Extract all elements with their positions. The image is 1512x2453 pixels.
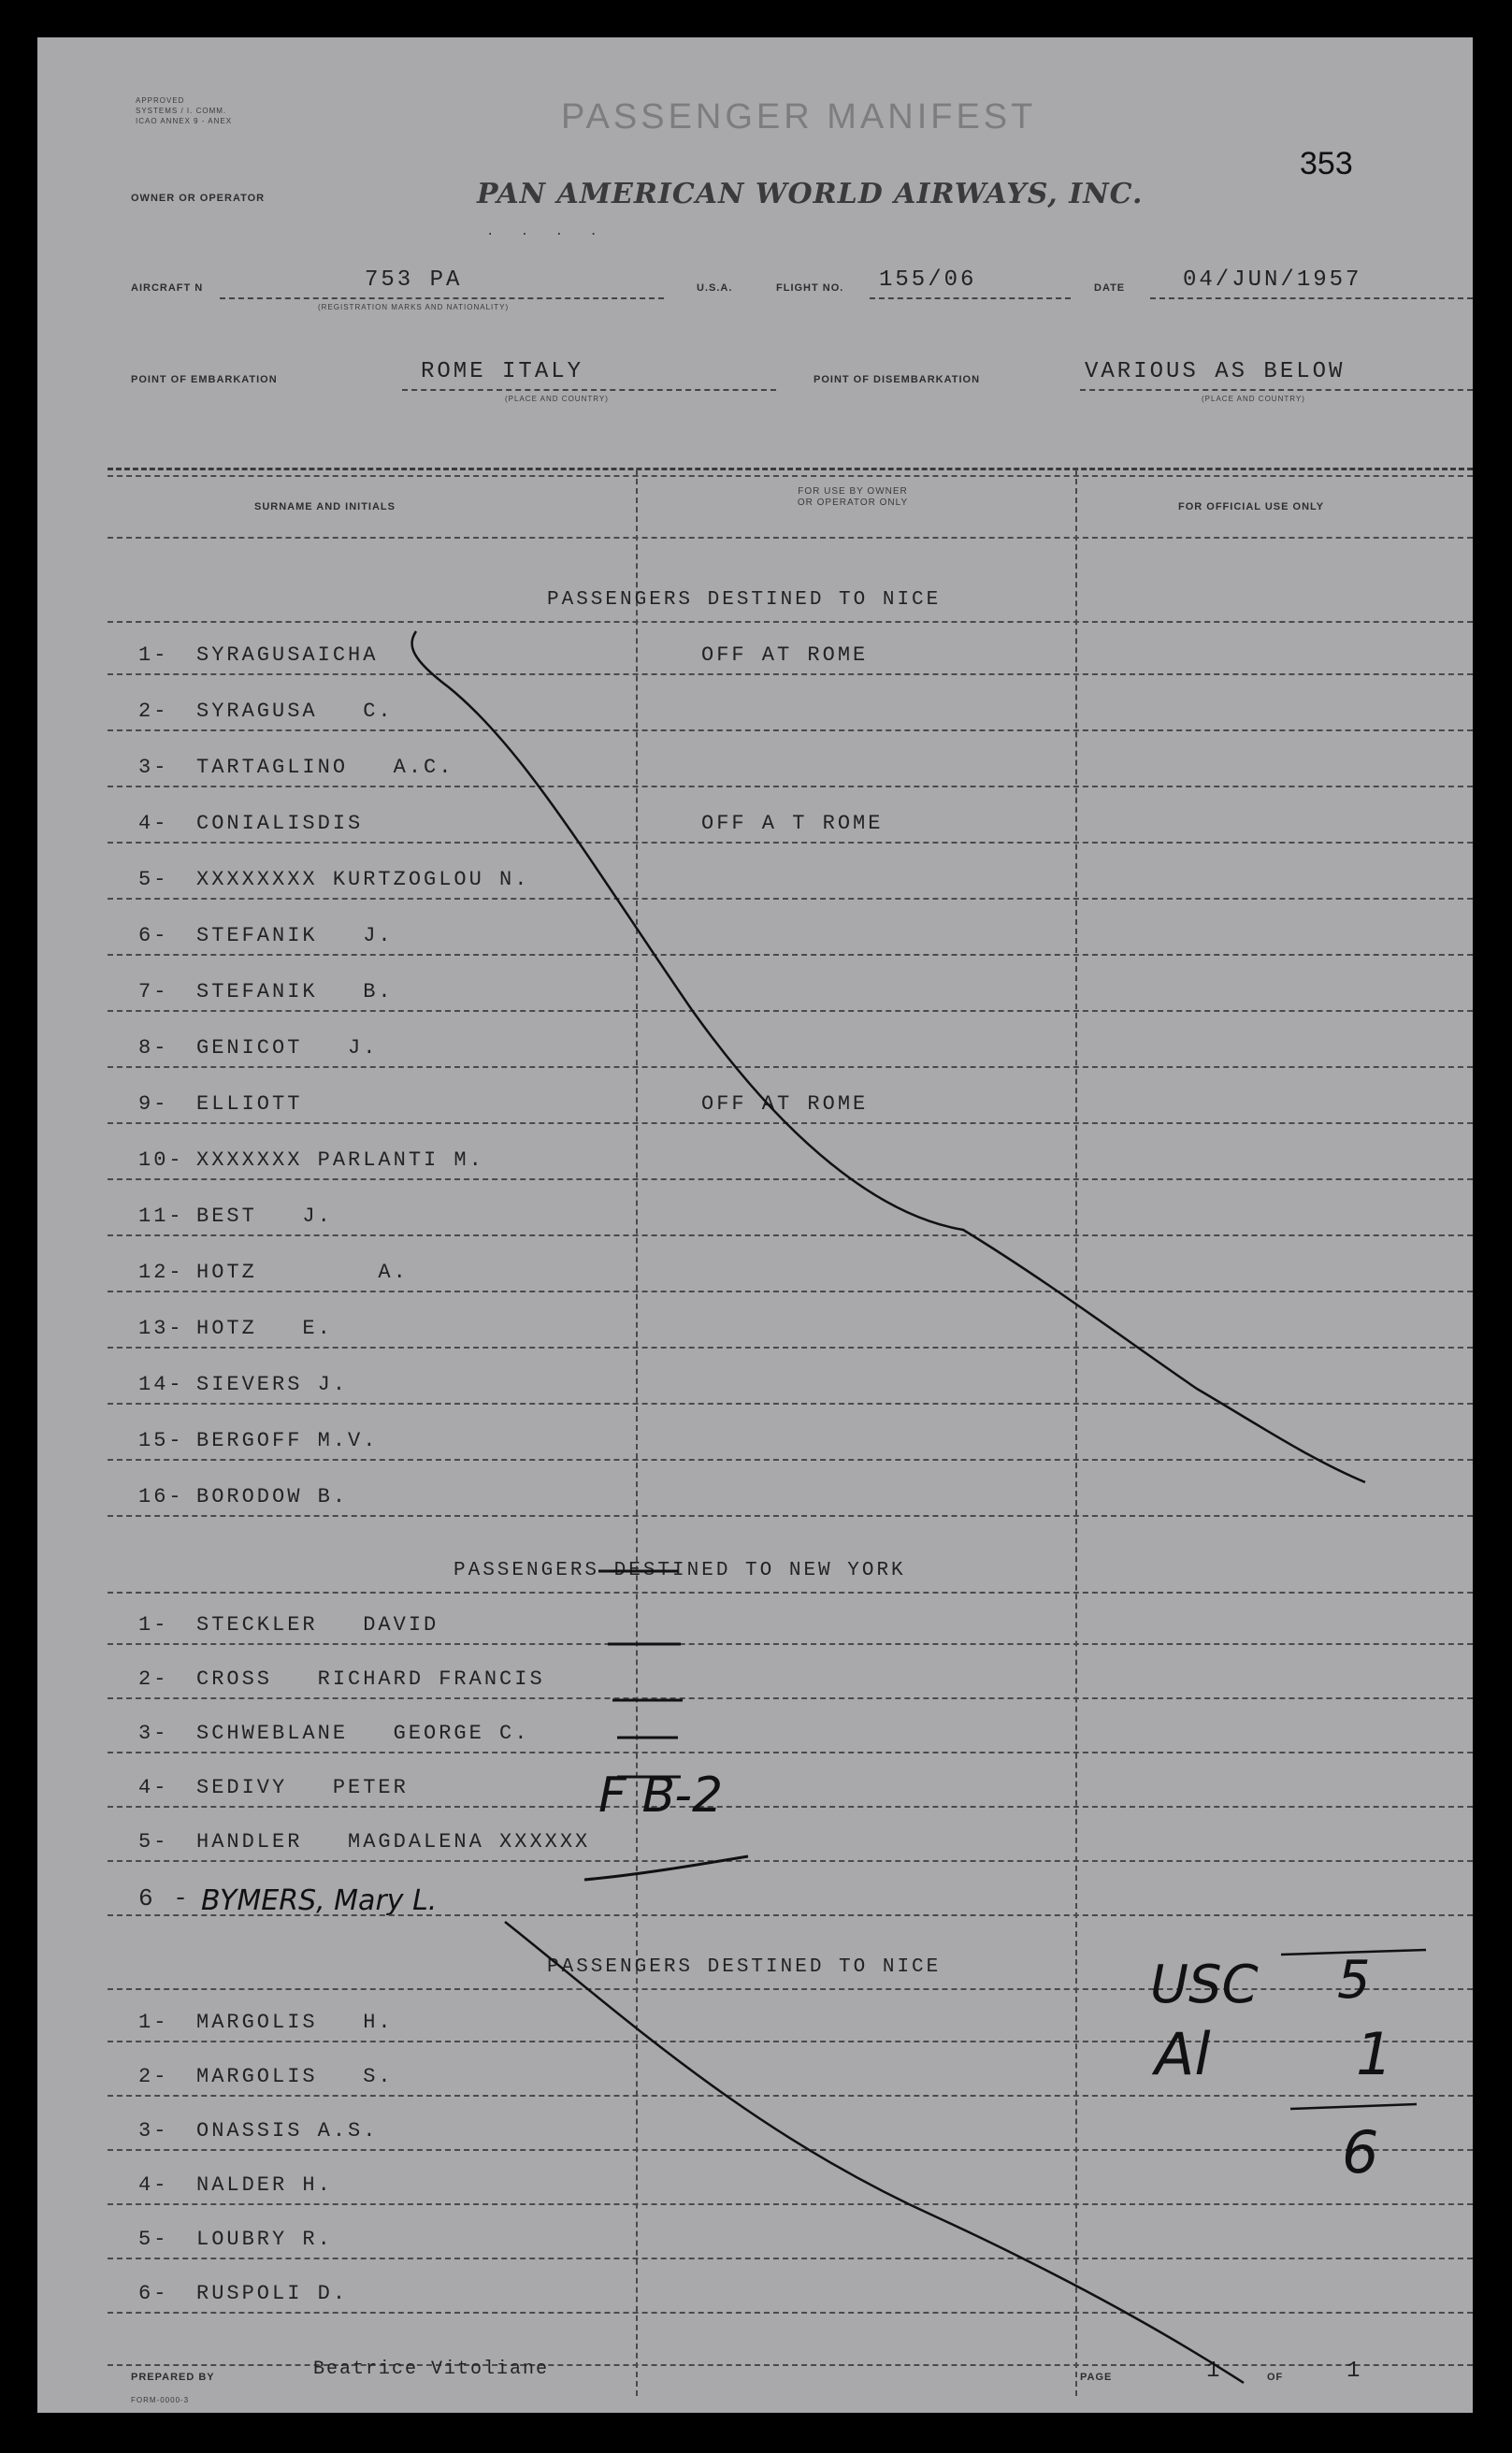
usc-label: USC — [1150, 1955, 1259, 2015]
form-title: PASSENGER MANIFEST — [561, 97, 1037, 137]
owner-label: OWNER OR OPERATOR — [131, 193, 266, 204]
passenger-name: TARTAGLINO A.C. — [196, 756, 454, 779]
passenger-name: RUSPOLI D. — [196, 2282, 349, 2305]
passenger-name: ONASSIS A.S. — [196, 2119, 379, 2143]
flight-label: FLIGHT NO. — [776, 282, 844, 294]
row-number: 12- — [138, 1261, 184, 1284]
row-number: 2- — [138, 1667, 169, 1691]
handwritten-ink — [37, 37, 1473, 2413]
group-heading: PASSENGERS DESTINED TO NEW YORK — [454, 1560, 906, 1581]
date-label: DATE — [1094, 282, 1126, 294]
passenger-name: SCHWEBLANE GEORGE C. — [196, 1722, 530, 1745]
passenger-name: STECKLER DAVID — [196, 1613, 439, 1637]
row-number: 4- — [138, 812, 169, 835]
col-surname-header: SURNAME AND INITIALS — [254, 501, 396, 512]
check-dash — [584, 1856, 748, 1880]
passenger-name: HANDLER MAGDALENA XXXXXX — [196, 1830, 591, 1854]
approval-line: APPROVED — [136, 96, 185, 105]
page-value: 1 — [1206, 2359, 1223, 2384]
form-code: FORM-0000-3 — [131, 2396, 190, 2404]
row-number: 6- — [138, 2282, 169, 2305]
dots-decoration: . . . . — [486, 224, 607, 239]
row-number: 5- — [138, 1830, 169, 1854]
row-number: 5- — [138, 2228, 169, 2251]
col-owner-header-line: FOR USE BY OWNER — [798, 486, 908, 497]
row-number: 15- — [138, 1429, 184, 1452]
prepared-label: PREPARED BY — [131, 2372, 215, 2383]
usc-count: 5 — [1337, 1950, 1371, 2011]
prepared-value: Beatrice Vitoliane — [313, 2359, 550, 2380]
row-number: 7- — [138, 980, 169, 1003]
row-number: 11- — [138, 1205, 184, 1228]
passenger-name: BORODOW B. — [196, 1485, 349, 1508]
passenger-name: SEDIVY PETER — [196, 1776, 409, 1799]
row-number: 3- — [138, 2119, 169, 2143]
page-label: PAGE — [1080, 2372, 1113, 2383]
al-label: Al — [1155, 2020, 1211, 2088]
row-number: 1- — [138, 1613, 169, 1637]
nationality: U.S.A. — [697, 282, 733, 294]
embark-value: ROME ITALY — [421, 359, 584, 384]
passenger-name: BERGOFF M.V. — [196, 1429, 379, 1452]
cancel-stroke — [412, 631, 1365, 1482]
flight-value: 155/06 — [879, 267, 977, 293]
operator-remark: OFF AT ROME — [701, 1092, 869, 1116]
row-number: 16- — [138, 1485, 184, 1508]
passenger-name: STEFANIK B. — [196, 980, 394, 1003]
row-number: 14- — [138, 1373, 184, 1396]
tally-line — [1290, 2104, 1417, 2109]
passenger-name: BYMERS, Mary L. — [201, 1884, 438, 1917]
approval-line: ICAO ANNEX 9 - ANEX — [136, 117, 233, 125]
row-number: 6 - — [138, 1884, 191, 1912]
passenger-name: HOTZ E. — [196, 1317, 333, 1340]
row-number: 2- — [138, 700, 169, 723]
approval-line: SYSTEMS / I. COMM. — [136, 107, 227, 115]
row-number: 9- — [138, 1092, 169, 1116]
passenger-name: XXXXXXXX KURTZOGLOU N. — [196, 868, 530, 891]
page-number: 353 — [1300, 146, 1353, 181]
passenger-name: SIEVERS J. — [196, 1373, 349, 1396]
total-count: 6 — [1342, 2118, 1379, 2186]
al-count: 1 — [1356, 2020, 1393, 2088]
embark-label: POINT OF EMBARKATION — [131, 374, 278, 385]
group-heading: PASSENGERS DESTINED TO NICE — [547, 1956, 942, 1978]
aircraft-sub: (REGISTRATION MARKS AND NATIONALITY) — [318, 303, 510, 311]
manifest-sheet — [37, 37, 1473, 2413]
of-label: OF — [1267, 2372, 1284, 2383]
of-value: 1 — [1346, 2359, 1363, 2384]
group-heading: PASSENGERS DESTINED TO NICE — [547, 589, 942, 611]
passenger-name: BEST J. — [196, 1205, 333, 1228]
passenger-name: STEFANIK J. — [196, 924, 394, 947]
row-number: 3- — [138, 756, 169, 779]
row-number: 6- — [138, 924, 169, 947]
owner-value: PAN AMERICAN WORLD AIRWAYS, INC. — [477, 178, 1144, 210]
row-number: 4- — [138, 1776, 169, 1799]
passenger-name: LOUBRY R. — [196, 2228, 333, 2251]
visa-mark: F B-2 — [598, 1768, 724, 1824]
col-official-header: FOR OFFICIAL USE ONLY — [1178, 501, 1325, 512]
passenger-name: ELLIOTT — [196, 1092, 303, 1116]
disembark-label: POINT OF DISEMBARKATION — [814, 374, 981, 385]
row-number: 13- — [138, 1317, 184, 1340]
passenger-name: XXXXXXX PARLANTI M. — [196, 1148, 484, 1172]
disembark-sub: (PLACE AND COUNTRY) — [1202, 395, 1305, 403]
cancel-stroke — [505, 1922, 1244, 2383]
row-number: 8- — [138, 1036, 169, 1060]
operator-remark: OFF A T ROME — [701, 812, 884, 835]
operator-remark: OFF AT ROME — [701, 643, 869, 667]
row-number: 5- — [138, 868, 169, 891]
row-number: 4- — [138, 2173, 169, 2197]
passenger-name: SYRAGUSA C. — [196, 700, 394, 723]
aircraft-value: 753 PA — [365, 267, 463, 293]
passenger-name: SYRAGUSAICHA — [196, 643, 379, 667]
passenger-name: NALDER H. — [196, 2173, 333, 2197]
col-owner-header-line: OR OPERATOR ONLY — [797, 498, 909, 508]
row-number: 10- — [138, 1148, 184, 1172]
embark-sub: (PLACE AND COUNTRY) — [505, 395, 609, 403]
row-number: 1- — [138, 2011, 169, 2034]
passenger-name: GENICOT J. — [196, 1036, 379, 1060]
date-value: 04/JUN/1957 — [1183, 267, 1362, 293]
disembark-value: VARIOUS AS BELOW — [1085, 359, 1346, 384]
passenger-name: CROSS RICHARD FRANCIS — [196, 1667, 545, 1691]
passenger-name: MARGOLIS H. — [196, 2011, 394, 2034]
passenger-name: MARGOLIS S. — [196, 2065, 394, 2088]
passenger-name: HOTZ A. — [196, 1261, 409, 1284]
row-number: 2- — [138, 2065, 169, 2088]
row-number: 1- — [138, 643, 169, 667]
passenger-name: CONIALISDIS — [196, 812, 364, 835]
aircraft-label: AIRCRAFT N — [131, 282, 204, 294]
row-number: 3- — [138, 1722, 169, 1745]
